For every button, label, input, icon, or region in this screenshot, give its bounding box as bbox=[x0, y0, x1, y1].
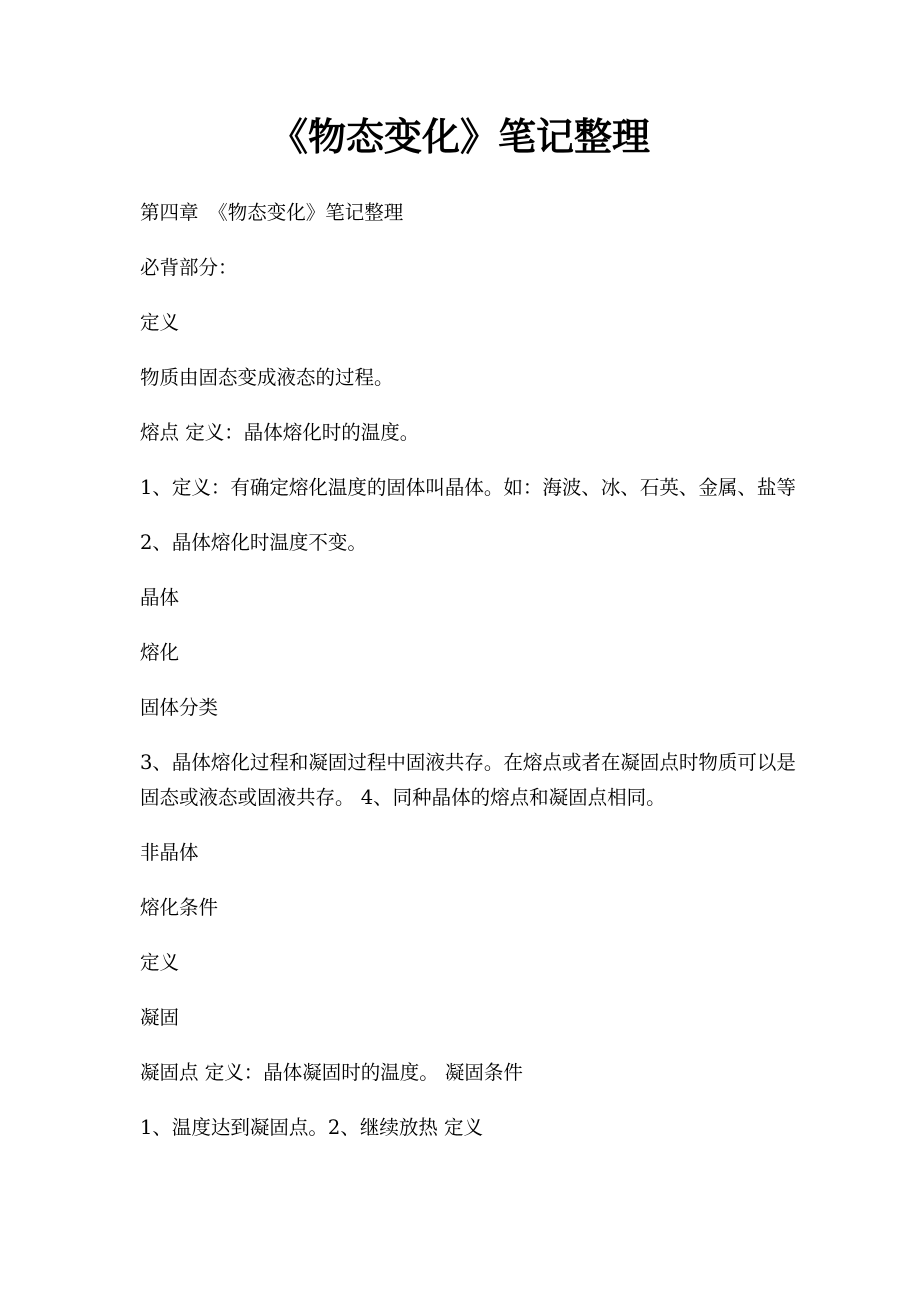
paragraph: 凝固点 定义：晶体凝固时的温度。 凝固条件 bbox=[140, 1061, 523, 1084]
paragraph: 必背部分： bbox=[140, 256, 238, 279]
paragraph: 熔化 bbox=[140, 641, 180, 664]
paragraph: 固体分类 bbox=[140, 696, 219, 719]
paragraph: 1、温度达到凝固点。2、继续放热 定义 bbox=[140, 1116, 484, 1139]
document-title: 《物态变化》笔记整理 bbox=[269, 114, 650, 159]
paragraph: 物质由固态变成液态的过程。 bbox=[140, 366, 394, 389]
paragraph: 晶体 bbox=[140, 586, 180, 609]
document-body bbox=[140, 195, 805, 1165]
paragraph: 第四章 《物态变化》笔记整理 bbox=[140, 201, 404, 224]
paragraph: 熔化条件 bbox=[140, 896, 219, 919]
paragraph: 2、晶体熔化时温度不变。 bbox=[140, 531, 367, 554]
paragraph: 1、定义：有确定熔化温度的固体叫晶体。如：海波、冰、石英、金属、盐等 bbox=[140, 476, 796, 499]
paragraph: 定义 bbox=[140, 311, 180, 334]
paragraph: 非晶体 bbox=[140, 841, 199, 864]
paragraph: 凝固 bbox=[140, 1006, 180, 1029]
paragraph: 熔点 定义：晶体熔化时的温度。 bbox=[140, 421, 420, 444]
paragraph: 3、晶体熔化过程和凝固过程中固液共存。在熔点或者在凝固点时物质可以是固态或液态或固液共存。 4、同种晶体的熔点和凝固点相同。 bbox=[140, 751, 796, 809]
paragraph: 定义 bbox=[140, 951, 180, 974]
